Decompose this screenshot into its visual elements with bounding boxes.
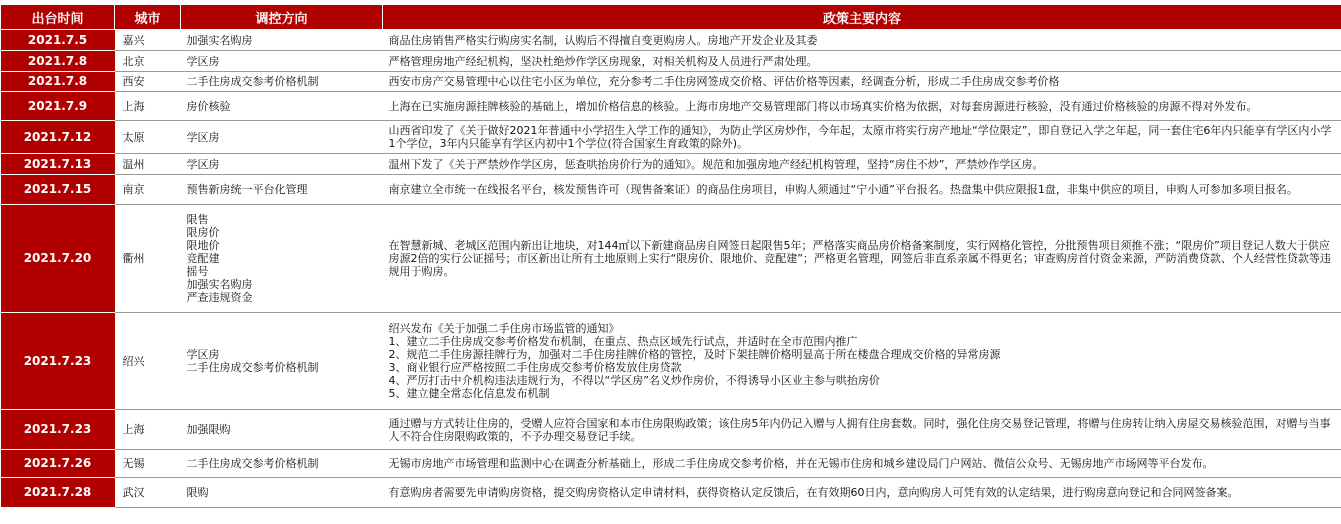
row-content: 绍兴发布《关于加强二手住房市场监管的通知》 1、建立二手住房成交参考价格发布机制，在重点、热点区域先行试点，并适时在全市范围内推广 2、规范二手住房源挂牌行为，加强对二手住房挂牌价格的管控，及时下架挂牌价格明显高于所在楼盘合理成交价格的异常房源 3、商业银行应严格按照二手住房成交参考价格发放住房贷款 4、严厉打击中介机构违法违规行为，不得以“学区房”名义炒作房价，不得诱导小区业主参与哄抬房价 5、建立健全常态化信息发布机制 bbox=[383, 313, 1341, 410]
row-direction: 学区房 bbox=[181, 154, 383, 175]
row-content: 有意购房者需要先申请购房资格，提交购房资格认定申请材料，获得资格认定反馈后，在有效期60日内，意向购房人可凭有效的认定结果，进行购房意向登记和合同网签备案。 bbox=[383, 478, 1341, 508]
row-direction: 房价核验 bbox=[181, 92, 383, 121]
row-content: 严格管理房地产经纪机构，坚决杜绝炒作学区房现象，对相关机构及人员进行严肃处理。 bbox=[383, 51, 1341, 72]
table-header-row bbox=[1, 5, 1341, 30]
row-city: 绍兴 bbox=[115, 313, 181, 410]
row-city: 南京 bbox=[115, 175, 181, 205]
row-direction: 二手住房成交参考价格机制 bbox=[181, 72, 383, 92]
table-row bbox=[1, 72, 1341, 92]
row-city: 武汉 bbox=[115, 478, 181, 508]
table-row bbox=[1, 450, 1341, 478]
row-city: 衢州 bbox=[115, 205, 181, 313]
table-row bbox=[1, 121, 1341, 154]
row-direction: 学区房 bbox=[181, 51, 383, 72]
row-content: 通过赠与方式转让住房的，受赠人应符合国家和本市住房限购政策；该住房5年内仍记入赠与人拥有住房套数。同时，强化住房交易登记管理，将赠与住房转让纳入房屋交易核验范围，对赠与当事人不符合住房限购政策的，不予办理交易登记手续。 bbox=[383, 410, 1341, 450]
policy-table bbox=[0, 4, 1341, 508]
row-date: 2021.7.13 bbox=[1, 154, 115, 175]
table-row bbox=[1, 205, 1341, 313]
row-city: 无锡 bbox=[115, 450, 181, 478]
row-content: 无锡市房地产市场管理和监测中心在调查分析基础上，形成二手住房成交参考价格，并在无锡市住房和城乡建设局门户网站、微信公众号、无锡房地产市场网等平台发布。 bbox=[383, 450, 1341, 478]
row-city: 温州 bbox=[115, 154, 181, 175]
row-date: 2021.7.9 bbox=[1, 92, 115, 121]
row-date: 2021.7.20 bbox=[1, 205, 115, 313]
row-date: 2021.7.28 bbox=[1, 478, 115, 508]
row-direction: 加强实名购房 bbox=[181, 30, 383, 51]
row-city: 北京 bbox=[115, 51, 181, 72]
header-date: 出台时间 bbox=[1, 5, 115, 30]
row-content: 西安市房产交易管理中心以住宅小区为单位，充分参考二手住房网签成交价格、评估价格等因素，经调查分析，形成二手住房成交参考价格 bbox=[383, 72, 1341, 92]
row-direction: 学区房 二手住房成交参考价格机制 bbox=[181, 313, 383, 410]
table-row bbox=[1, 92, 1341, 121]
row-content: 上海在已实施房源挂牌核验的基础上，增加价格信息的核验。上海市房地产交易管理部门将以市场真实价格为依据，对每套房源进行核验，没有通过价格核验的房源不得对外发布。 bbox=[383, 92, 1341, 121]
row-city: 上海 bbox=[115, 92, 181, 121]
row-direction: 限购 bbox=[181, 478, 383, 508]
row-city: 西安 bbox=[115, 72, 181, 92]
row-content: 南京建立全市统一在线报名平台，核发预售许可（现售备案证）的商品住房项目，申购人须通过“宁小通”平台报名。热盘集中供应限报1盘，非集中供应的项目，申购人可参加多项目报名。 bbox=[383, 175, 1341, 205]
row-direction: 预售新房统一平台化管理 bbox=[181, 175, 383, 205]
table-row bbox=[1, 154, 1341, 175]
row-content: 商品住房销售严格实行购房实名制，认购后不得擅自变更购房人。房地产开发企业及其委 bbox=[383, 30, 1341, 51]
table-row bbox=[1, 313, 1341, 410]
row-content: 在智慧新城、老城区范围内新出让地块，对144㎡以下新建商品房自网签日起限售5年；严格落实商品房价格备案制度，实行网格化管控，分批预售项目须推不涨；“限房价”项目登记人数大于供应房源2倍的实行公证摇号；市区新出让所有土地原则上实行“限房价、限地价、竞配建”；严格更名管理，网签后非直系亲属不得更名；审查购房首付资金来源，严防消费贷款、个人经营性贷款等违规用于购房。 bbox=[383, 205, 1341, 313]
row-direction: 加强限购 bbox=[181, 410, 383, 450]
row-content: 山西省印发了《关于做好2021年普通中小学招生入学工作的通知》，为防止学区房炒作，今年起，太原市将实行房产地址“学位限定”，即自登记入学之年起，同一套住宅6年内只能享有学区内小学1个学位，3年内只能享有学区内初中1个学位(符合国家生育政策的除外)。 bbox=[383, 121, 1341, 154]
row-date: 2021.7.8 bbox=[1, 51, 115, 72]
header-content: 政策主要内容 bbox=[383, 5, 1341, 30]
row-date: 2021.7.23 bbox=[1, 313, 115, 410]
table-row bbox=[1, 410, 1341, 450]
table-row bbox=[1, 30, 1341, 51]
row-city: 太原 bbox=[115, 121, 181, 154]
row-date: 2021.7.15 bbox=[1, 175, 115, 205]
row-date: 2021.7.8 bbox=[1, 72, 115, 92]
row-direction: 限售 限房价 限地价 竞配建 摇号 加强实名购房 严查违规资金 bbox=[181, 205, 383, 313]
table-row bbox=[1, 478, 1341, 508]
row-direction: 二手住房成交参考价格机制 bbox=[181, 450, 383, 478]
row-date: 2021.7.23 bbox=[1, 410, 115, 450]
row-date: 2021.7.5 bbox=[1, 30, 115, 51]
table-row bbox=[1, 51, 1341, 72]
row-city: 嘉兴 bbox=[115, 30, 181, 51]
row-content: 温州下发了《关于严禁炒作学区房，惩查哄抬房价行为的通知》。规范和加强房地产经纪机构管理，坚持“房住不炒”，严禁炒作学区房。 bbox=[383, 154, 1341, 175]
table-row bbox=[1, 175, 1341, 205]
row-city: 上海 bbox=[115, 410, 181, 450]
header-direction: 调控方向 bbox=[181, 5, 383, 30]
header-city: 城市 bbox=[115, 5, 181, 30]
row-date: 2021.7.26 bbox=[1, 450, 115, 478]
row-direction: 学区房 bbox=[181, 121, 383, 154]
row-date: 2021.7.12 bbox=[1, 121, 115, 154]
